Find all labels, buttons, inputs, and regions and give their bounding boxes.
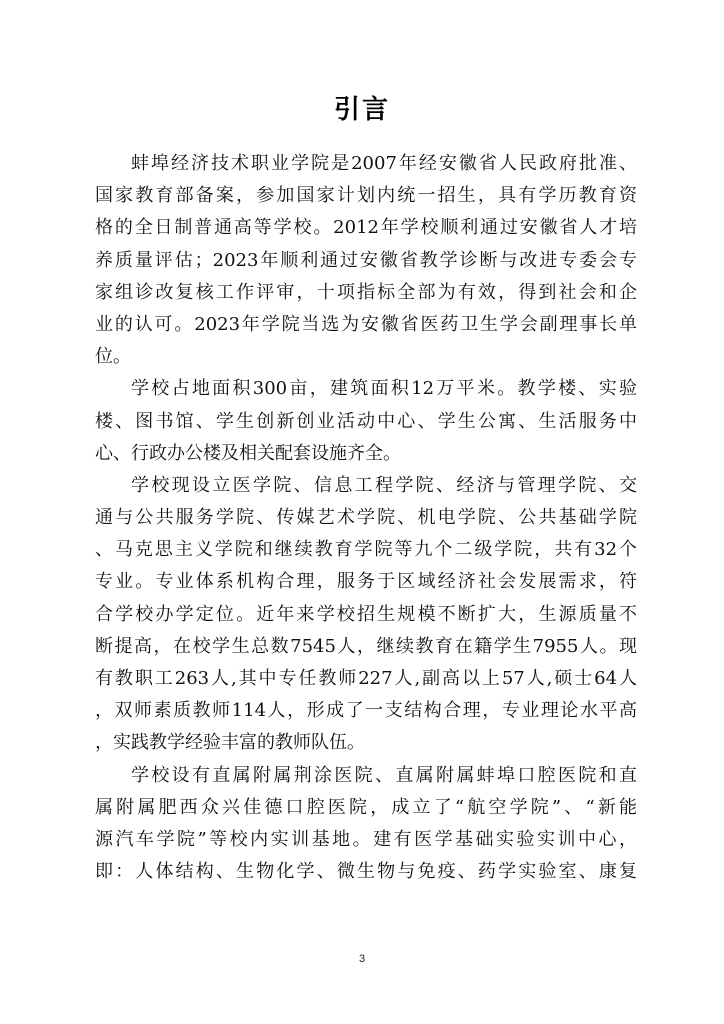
text-line: 、马克思主义学院和继续教育学院等九个二级学院，共有32个 — [95, 539, 637, 561]
page-title: 引言 — [333, 95, 390, 125]
text-line: 养质量评估；2023年顺利通过安徽省教学诊断与改进专委会专 — [95, 249, 637, 271]
text-line: 属附属肥西众兴佳德口腔医院，成立了“航空学院”、“新能 — [95, 796, 637, 818]
text-line: 学校设有直属附属荆涂医院、直属附属蚌埠口腔医院和直 — [131, 764, 637, 786]
text-line: 位。 — [95, 346, 131, 368]
text-line: 国家教育部备案，参加国家计划内统一招生，具有学历教育资 — [95, 185, 637, 207]
text-line: 断提高，在校学生总数7545人，继续教育在籍学生7955人。现 — [95, 635, 637, 657]
text-line: 有教职工263人,其中专任教师227人,副高以上57人,硕士64人 — [95, 668, 637, 689]
text-line: 专业。专业体系机构合理，服务于区域经济社会发展需求，符 — [95, 571, 637, 593]
text-line: 即：人体结构、生物化学、微生物与免疫、药学实验室、康复 — [95, 861, 637, 883]
text-line: 源汽车学院”等校内实训基地。建有医学基础实验实训中心， — [95, 828, 637, 850]
page-number: 3 — [358, 953, 366, 965]
text-line: 格的全日制普通高等学校。2012年学校顺利通过安徽省人才培 — [95, 217, 637, 239]
text-line: 学校现设立医学院、信息工程学院、经济与管理学院、交 — [131, 474, 637, 496]
text-line: 心、行政办公楼及相关配套设施齐全。 — [95, 442, 401, 464]
body-text — [95, 148, 637, 888]
text-line: 家组诊改复核工作评审，十项指标全部为有效，得到社会和企 — [95, 281, 637, 303]
text-line: 业的认可。2023年学院当选为安徽省医药卫生学会副理事长单 — [95, 313, 637, 335]
text-line: 学校占地面积300亩，建筑面积12万平米。教学楼、实验 — [131, 378, 637, 400]
text-line: ，实践教学经验丰富的教师队伍。 — [95, 732, 365, 754]
text-line: ，双师素质教师114人，形成了一支结构合理，专业理论水平高 — [95, 700, 637, 722]
text-line: 蚌埠经济技术职业学院是2007年经安徽省人民政府批准、 — [131, 153, 637, 174]
text-line: 楼、图书馆、学生创新创业活动中心、学生公寓、生活服务中 — [95, 410, 637, 432]
text-line: 合学校办学定位。近年来学校招生规模不断扩大，生源质量不 — [95, 603, 637, 625]
text-line: 通与公共服务学院、传媒艺术学院、机电学院、公共基础学院 — [95, 507, 637, 529]
